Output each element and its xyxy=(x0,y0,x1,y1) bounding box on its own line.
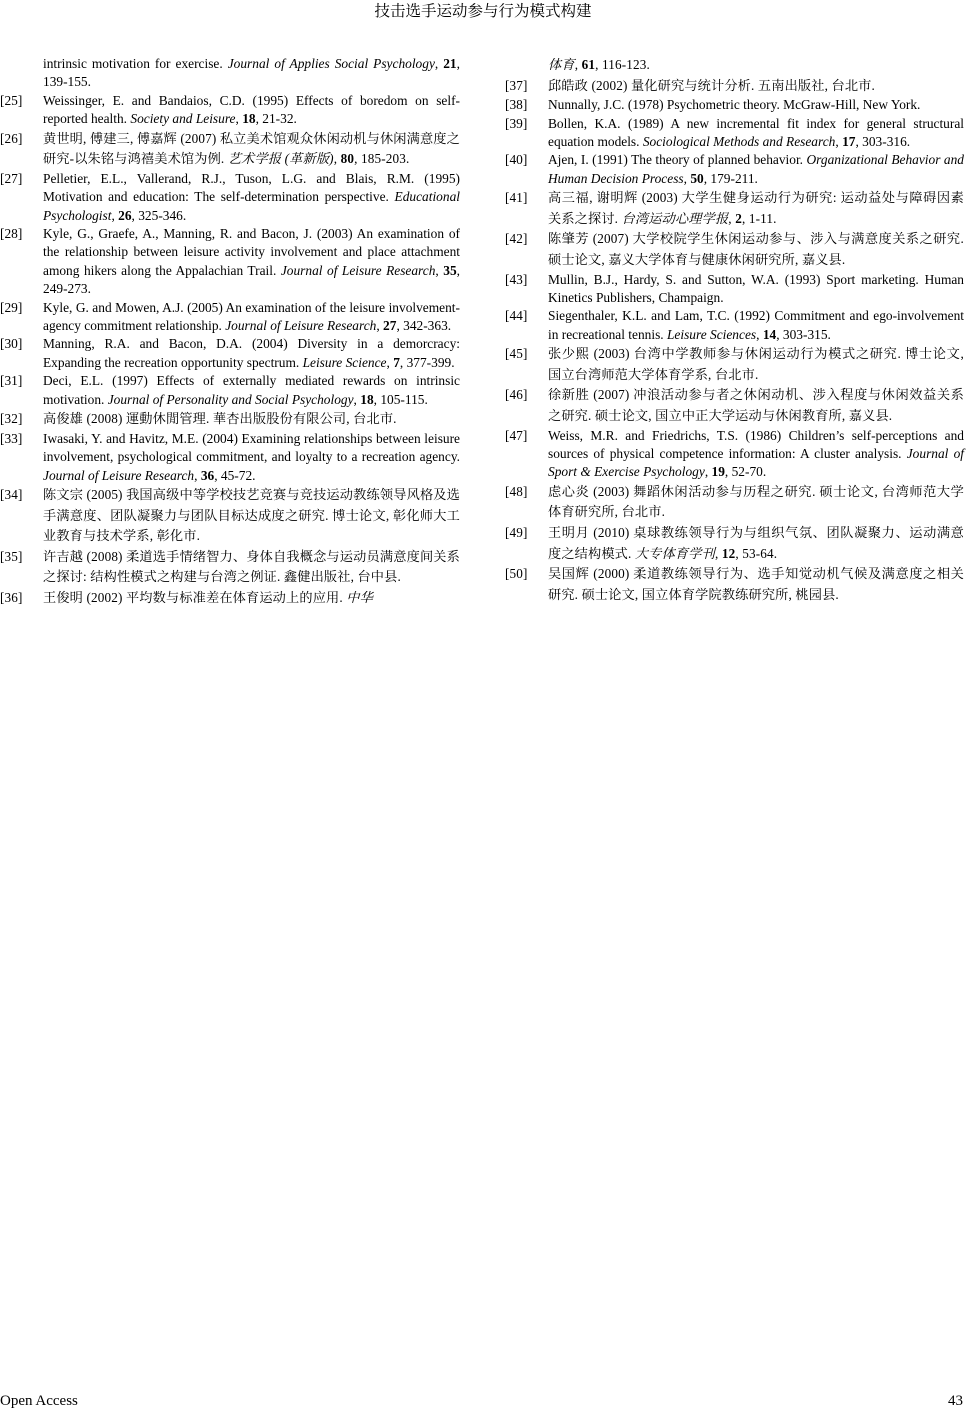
reference-source-title: 体育 xyxy=(548,57,575,72)
reference-text-segment: Siegenthaler, K.L. and Lam, T.C. (1992) Commitment and ego-involvement in recreational tennis. xyxy=(548,308,964,342)
reference-number: [42] xyxy=(505,231,528,247)
reference-number: [30] xyxy=(0,336,23,352)
reference-text xyxy=(548,523,964,564)
reference-volume: 26 xyxy=(118,207,132,223)
reference-text-segment: Deci, E.L. (1997) Effects of externally mediated rewards on intrinsic motivation. xyxy=(43,373,460,407)
reference-text-segment: Kyle, G. and Mowen, A.J. (2005) An examination of the leisure involvement-agency commitment relationship. xyxy=(43,299,460,334)
reference-entry xyxy=(0,409,460,430)
reference-number: [36] xyxy=(0,589,23,605)
reference-number: [50] xyxy=(505,566,528,582)
reference-text-segment: Bollen, K.A. (1989) A new incremental fit index for general structural equation models. xyxy=(548,115,964,149)
reference-volume: 80 xyxy=(340,151,355,167)
reference-entry xyxy=(0,485,460,547)
reference-entry xyxy=(505,344,964,385)
reference-text-segment: 许吉越 (2008) 柔道选手情绪智力、身体自我概念与运动员满意度间关系之探讨: 结构性模式之构建与台湾之例证. 鑫健出版社, 台中县. xyxy=(43,548,460,585)
reference-text-segment: Manning, R.A. and Bacon, D.A. (2004) Diversity in a demorcracy: Expanding the recreation opportunity spectrum. xyxy=(43,336,460,370)
reference-text xyxy=(43,588,460,609)
reference-column-left xyxy=(0,55,460,608)
reference-text-segment: , 53-64. xyxy=(735,545,778,561)
reference-volume: 27 xyxy=(383,318,397,334)
reference-volume: 36 xyxy=(200,467,215,483)
reference-text-segment: 吴国辉 (2000) 柔道教练领导行为、选手知觉动机气候及满意度之相关研究. 硕士论文, 国立体育学院教练研究所, 桃园县. xyxy=(548,566,964,602)
reference-text xyxy=(43,485,460,547)
reference-text xyxy=(548,76,964,97)
reference-text xyxy=(43,225,460,299)
reference-text-segment: , 1-11. xyxy=(741,210,777,226)
reference-text-segment: , 105-115. xyxy=(373,391,428,407)
reference-volume: 18 xyxy=(360,391,374,407)
reference-text-segment: Ajen, I. (1991) The theory of planned behavior. xyxy=(548,152,807,168)
reference-text xyxy=(43,129,460,170)
reference-number: [39] xyxy=(505,115,528,131)
reference-text xyxy=(43,409,460,430)
reference-volume: 21 xyxy=(443,56,457,71)
reference-text xyxy=(43,299,460,336)
reference-text xyxy=(43,547,460,588)
reference-text-segment: , 139-155. xyxy=(43,56,460,90)
reference-text-segment: Weiss, M.R. and Friedrichs, T.S. (1986) Children’s self-perceptions and sources of physical competence information: A cluster analysis. xyxy=(548,427,964,461)
reference-text xyxy=(548,151,964,188)
reference-text xyxy=(548,307,964,344)
reference-entry xyxy=(0,299,460,336)
reference-text xyxy=(43,170,460,225)
reference-text-segment: 王明月 (2010) 桌球教练领导行为与组织气氛、团队凝聚力、运动满意度之结构模式. xyxy=(548,525,964,561)
reference-volume: 12 xyxy=(721,545,736,561)
reference-number: [25] xyxy=(0,92,23,108)
reference-text-segment: , xyxy=(353,391,361,407)
reference-text xyxy=(548,385,964,426)
reference-number: [49] xyxy=(505,525,528,540)
reference-text-segment: , xyxy=(704,464,712,480)
reference-number: [28] xyxy=(0,226,23,242)
reference-number: [29] xyxy=(0,299,23,315)
reference-source-title: Society and Leisure xyxy=(130,111,236,127)
reference-text-segment: , xyxy=(111,207,119,223)
reference-entry xyxy=(0,170,460,225)
reference-entry xyxy=(505,385,964,426)
reference-number: [27] xyxy=(0,170,23,186)
reference-entry xyxy=(505,523,964,564)
reference-volume: 35 xyxy=(443,262,457,278)
reference-number: [31] xyxy=(0,373,23,389)
reference-text-segment: 虑心炎 (2003) 舞蹈休闲活动参与历程之研究. 硕士论文, 台湾师范大学体育研究所, 台北市. xyxy=(548,483,964,520)
reference-entry xyxy=(0,92,460,129)
reference-source-title: 大专体育学刊 xyxy=(634,545,715,561)
reference-text-segment: Pelletier, E.L., Vallerand, R.J., Tuson, L.G. and Blais, R.M. (1995) Motivation and education: The self-determination perspective. xyxy=(43,170,460,205)
reference-entry xyxy=(505,427,964,482)
reference-text xyxy=(548,96,964,114)
reference-text-segment: , xyxy=(376,318,384,334)
reference-text-segment: , 185-203. xyxy=(354,151,410,167)
reference-source-title: 中华 xyxy=(346,589,373,605)
footer-open-access: Open Access xyxy=(0,1393,78,1409)
reference-text-segment: 陈文宗 (2005) 我国高级中等学校技艺竞赛与竞技运动教练领导风格及选手满意度、团队凝聚力与团队目标达成度之研究. 博士论文, 彰化师大工业教育与技术学系, 彰化市. xyxy=(43,486,460,544)
reference-source-title: Leisure Science xyxy=(302,354,387,370)
reference-entry xyxy=(0,430,460,485)
reference-volume: 19 xyxy=(711,464,725,480)
reference-number: [43] xyxy=(505,271,528,287)
reference-text xyxy=(548,115,964,152)
reference-number: [37] xyxy=(505,77,528,93)
reference-text-segment: intrinsic motivation for exercise. xyxy=(43,56,228,71)
reference-number: [40] xyxy=(505,152,528,168)
reference-number: [38] xyxy=(505,97,528,113)
reference-text-segment: Weissinger, E. and Bandaios, C.D. (1995) Effects of boredom on self-reported health. xyxy=(43,92,460,127)
reference-source-title: Journal of Leisure Research xyxy=(225,318,377,334)
reference-text xyxy=(548,427,964,482)
reference-text-segment: , xyxy=(714,545,722,561)
running-header-title: 技击选手运动参与行为模式构建 xyxy=(374,2,592,20)
reference-text xyxy=(548,564,964,605)
reference-text xyxy=(43,430,460,485)
footer-page-number: 43 xyxy=(948,1393,963,1409)
reference-text-segment: 高三福, 谢明辉 (2003) 大学生健身运动行为研究: 运动益处与障碍因素关系之探讨. xyxy=(548,190,964,226)
reference-source-title: Journal of Personality and Social Psychology xyxy=(107,391,354,407)
reference-volume: 17 xyxy=(842,134,856,149)
reference-source-title: Journal of Applies Social Psychology xyxy=(227,56,435,71)
reference-number: [46] xyxy=(505,387,528,403)
reference-entry xyxy=(0,55,460,92)
reference-text-segment: , xyxy=(683,170,691,186)
reference-source-title: Journal of Sport & Exercise Psychology xyxy=(548,446,964,480)
reference-text-segment: , xyxy=(835,134,843,149)
reference-text-segment: , 45-72. xyxy=(214,467,256,483)
reference-number: [48] xyxy=(505,483,528,499)
reference-entry xyxy=(0,335,460,372)
reference-text xyxy=(548,188,964,229)
reference-text-segment: , 377-399. xyxy=(399,354,455,370)
reference-entry xyxy=(0,225,460,299)
reference-entry xyxy=(505,188,964,229)
reference-text xyxy=(43,372,460,409)
reference-text-segment: , 325-346. xyxy=(131,207,187,223)
reference-source-title: Leisure Sciences xyxy=(666,326,757,342)
reference-text-segment: Iwasaki, Y. and Havitz, M.E. (2004) Examining relationships between leisure involvement, psychological commitment, and loyalty to a recreation agency. xyxy=(43,430,460,465)
reference-text-segment: 王俊明 (2002) 平均数与标准差在体育运动上的应用. xyxy=(43,589,347,605)
reference-text-segment: , xyxy=(333,151,341,167)
reference-volume: 18 xyxy=(242,111,256,127)
reference-volume: 61 xyxy=(581,57,596,72)
reference-text-segment: , xyxy=(386,354,394,370)
reference-entry xyxy=(505,55,964,76)
reference-number: [26] xyxy=(0,130,23,146)
reference-text xyxy=(43,92,460,129)
reference-text-segment: , 303-316. xyxy=(855,134,911,149)
reference-text-segment: , 249-273. xyxy=(43,262,460,297)
reference-entry xyxy=(505,482,964,523)
reference-entry xyxy=(505,271,964,308)
reference-text-segment: Nunnally, J.C. (1978) Psychometric theory. McGraw-Hill, New York. xyxy=(548,97,921,113)
reference-text-continued xyxy=(43,55,460,92)
reference-text-segment: 邱皓政 (2002) 量化研究与统计分析. 五南出版社, 台北市. xyxy=(548,77,875,93)
reference-entry xyxy=(0,588,460,609)
reference-entry xyxy=(0,372,460,409)
reference-text-segment: 张少熙 (2003) 台湾中学教师参与休闲运动行为模式之研究. 博士论文, 国立台湾师范大学体育学系, 台北市. xyxy=(548,346,964,382)
reference-source-title: Educational Psychologist xyxy=(43,189,460,223)
reference-entry xyxy=(505,96,964,114)
reference-volume: 2 xyxy=(735,210,742,226)
reference-text xyxy=(43,335,460,372)
reference-text xyxy=(548,229,964,270)
reference-text-continued xyxy=(548,55,964,76)
reference-text-segment: 陈肇芳 (2007) 大学校院学生休闲运动参与、涉入与满意度关系之研究. 硕士论文, 嘉义大学体育与健康休闲研究所, 嘉义县. xyxy=(548,231,964,267)
reference-number: [32] xyxy=(0,411,23,427)
reference-entry xyxy=(0,129,460,170)
reference-source-title: Sociological Methods and Research xyxy=(642,134,836,149)
reference-entry xyxy=(505,151,964,188)
reference-text-segment: , 179-211. xyxy=(703,170,758,186)
reference-source-title: Organizational Behavior and Human Decision Process xyxy=(548,152,964,186)
reference-text-segment: 黄世明, 傅建三, 傅嘉辉 (2007) 私立美术馆观众休闲动机与休闲满意度之研究-以朱铭与鸿禧美术馆为例. xyxy=(43,130,460,167)
reference-number: [47] xyxy=(505,427,528,443)
reference-number: [41] xyxy=(505,190,528,206)
reference-source-title: 台湾运动心理学报 xyxy=(621,210,729,226)
reference-entry xyxy=(505,115,964,152)
reference-text-segment: , xyxy=(194,467,201,483)
reference-entry xyxy=(505,76,964,97)
reference-text-segment: 徐新胜 (2007) 冲浪活动参与者之休闲动机、涉入程度与休闲效益关系之研究. 硕士论文, 国立中正大学运动与休闲教育所, 嘉义县. xyxy=(548,387,964,423)
reference-number: [34] xyxy=(0,486,23,502)
reference-entry xyxy=(505,564,964,605)
reference-text xyxy=(548,271,964,308)
reference-text-segment: , 116-123. xyxy=(595,57,650,72)
reference-text xyxy=(548,344,964,385)
reference-text-segment: , xyxy=(435,262,444,278)
reference-number: [33] xyxy=(0,430,23,446)
reference-text-segment: , xyxy=(574,57,582,72)
reference-entry xyxy=(505,229,964,270)
reference-source-title: Journal of Leisure Research xyxy=(280,262,436,278)
reference-text-segment: , xyxy=(756,326,763,342)
reference-text-segment: , 303-315. xyxy=(776,326,831,342)
reference-volume: 14 xyxy=(762,326,777,342)
reference-number: [35] xyxy=(0,548,23,564)
reference-source-title: 艺术学报 (革新版) xyxy=(227,151,334,167)
reference-text-segment: , xyxy=(235,111,243,127)
reference-number: [44] xyxy=(505,308,528,324)
reference-text-segment: Mullin, B.J., Hardy, S. and Sutton, W.A. (1993) Sport marketing. Human Kinetics Publishers, Champaign. xyxy=(548,271,964,305)
reference-text-segment: , 52-70. xyxy=(724,464,767,480)
reference-text-segment: Kyle, G., Graefe, A., Manning, R. and Bacon, J. (2003) An examination of the relationship between leisure activity involvement and place attachment among hikers along the Appalachian Trail. xyxy=(43,226,460,278)
reference-entry xyxy=(505,307,964,344)
reference-text-segment: , 21-32. xyxy=(255,111,297,127)
reference-column-right xyxy=(505,55,964,605)
reference-volume: 50 xyxy=(690,170,704,186)
reference-text-segment: , xyxy=(728,210,736,226)
reference-text-segment: , xyxy=(434,56,444,71)
reference-source-title: Journal of Leisure Research xyxy=(43,467,195,483)
reference-entry xyxy=(0,547,460,588)
reference-text-segment: 高俊雄 (2008) 運動休閒管理. 華杏出版股份有限公司, 台北市. xyxy=(43,411,397,427)
reference-number: [45] xyxy=(505,346,528,362)
reference-text xyxy=(548,482,964,523)
reference-volume: 7 xyxy=(393,354,400,370)
reference-text-segment: , 342-363. xyxy=(396,318,452,334)
